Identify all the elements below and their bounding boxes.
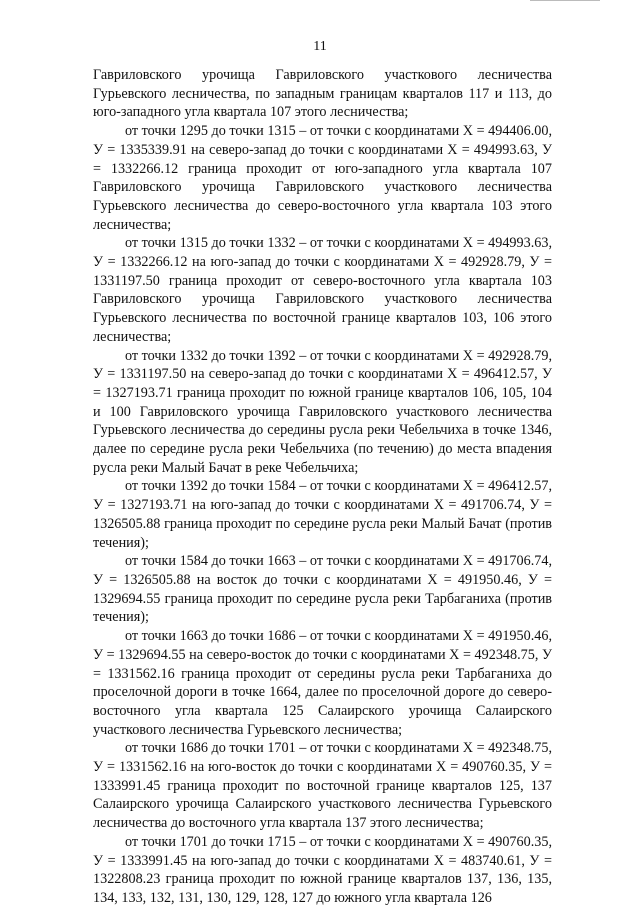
paragraph-segment-1315-1332: от точки 1315 до точки 1332 – от точки с координатами X = 494993.63, У = 1332266.12 на юго-запад до точки с координатами X = 492928.79, У = 1331197.50 граница проходит от северо-восточного угла квартала 103 Гавриловского урочища Гавриловского участкового лесничества Гурьевского лесничества по восточной границе кварталов 103, 106 этого лесничества; [93,235,552,345]
paragraph-segment-1686-1701: от точки 1686 до точки 1701 – от точки с координатами X = 492348.75, У = 1331562.16 на юго-восток до точки с координатами X = 490760.35, У = 1333991.45 граница проходит по восточной границе кварталов 125, 137 Салаирского урочища Салаирского участкового лесничества Гурьевского лесничества до восточного угла квартала 137 этого лесничества; [93,740,552,832]
paragraph-segment-1332-1392: от точки 1332 до точки 1392 – от точки с координатами X = 492928.79, У = 1331197.50 на северо-запад до точки с координатами X = 496412.57, У = 1327193.71 граница проходит по южной границе кварталов 106, 105, 104 и 100 Гавриловского урочища Гавриловского участкового лесничества Гурьевского лесничества до середины русла реки Чебельчиха в точке 1346, далее по середине русла реки Чебельчиха (по течению) до места впадения русла реки Малый Бачат в реке Чебельчиха; [93,347,552,476]
paragraph-segment-1295-1315: от точки 1295 до точки 1315 – от точки с координатами X = 494406.00, У = 1335339.91 на северо-запад до точки с координатами X = 494993.63, У = 1332266.12 граница проходит от юго-западного угла квартала 107 Гавриловского урочища Гавриловского участкового лесничества Гурьевского лесничества до северо-восточного угла квартала 103 этого лесничества; [93,123,552,233]
page-number: 11 [313,39,327,54]
paragraph-segment-1663-1686: от точки 1663 до точки 1686 – от точки с координатами X = 491950.46, У = 1329694.55 на северо-восток до точки с координатами X = 492348.75, У = 1331562.16 граница проходит от середины русла реки Тарбаганиха до проселочной дороги в точке 1664, далее по проселочной дороге до северо-восточного угла квартала 125 Салаирского урочища Салаирского участкового лесничества Гурьевского лесничества; [93,628,552,738]
paragraph-segment-1392-1584: от точки 1392 до точки 1584 – от точки с координатами X = 496412.57, У = 1327193.71 на юго-запад до точки с координатами X = 491706.74, У = 1326505.88 граница проходит по середине русла реки Малый Бачат (против течения); [93,478,552,551]
document-body [93,66,552,908]
paragraph-continuation: Гавриловского урочища Гавриловского участкового лесничества Гурьевского лесничества, по западным границам кварталов 117 и 113, до юго-западного угла квартала 107 этого лесничества; [93,67,552,121]
paragraph-segment-1701-1715: от точки 1701 до точки 1715 – от точки с координатами X = 490760.35, У = 1333991.45 на юго-запад до точки с координатами X = 483740.61, У = 1322808.23 граница проходит по южной границе кварталов 137, 136, 135, 134, 133, 132, 131, 130, 129, 128, 127 до южного угла квартала 126 [93,833,552,906]
scan-edge-mark [530,0,600,1]
paragraph-segment-1584-1663: от точки 1584 до точки 1663 – от точки с координатами X = 491706.74, У = 1326505.88 на восток до точки с координатами X = 491950.46, У = 1329694.55 граница проходит по середине русла реки Тарбаганиха (против течения); [93,553,552,626]
